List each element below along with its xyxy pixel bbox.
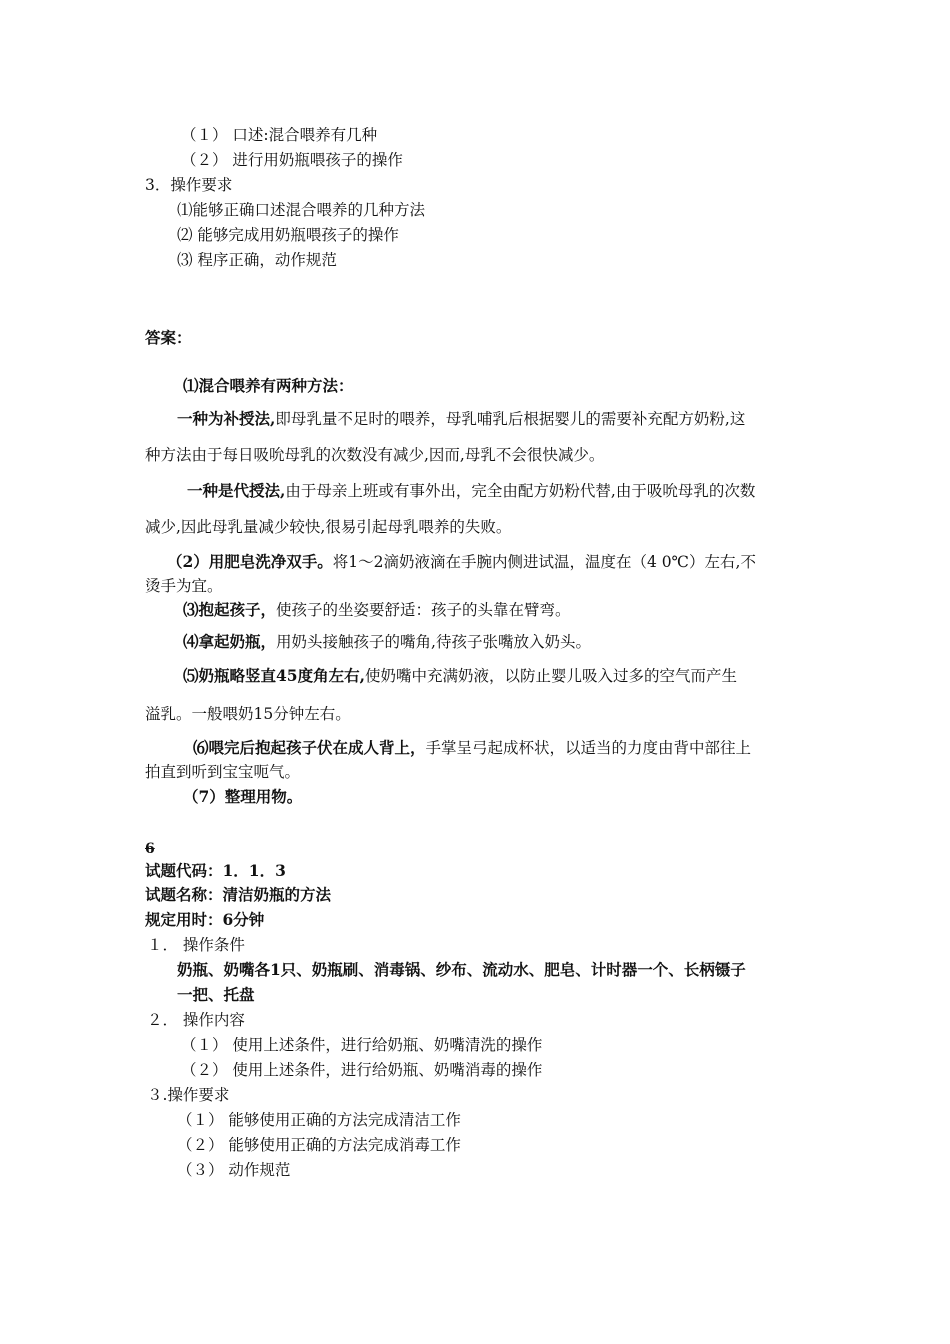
question-requirements-heading: ３.操作要求 bbox=[147, 1086, 230, 1104]
question-requirement-2: （２） 能够使用正确的方法完成消毒工作 bbox=[177, 1136, 461, 1154]
answer-step-4-title: ⑷拿起奶瓶， bbox=[183, 632, 277, 651]
operation-content-item-2: （２） 进行用奶瓶喂孩子的操作 bbox=[181, 151, 403, 169]
question-requirement-1: （１） 能够使用正确的方法完成清洁工作 bbox=[177, 1111, 461, 1129]
answer-step-6-line-2: 拍直到听到宝宝呃气。 bbox=[145, 763, 301, 781]
answer-step-6-text: 手掌呈弓起成杯状，以适当的力度由背中部往上 bbox=[425, 739, 752, 757]
content-item-1: （１） 使用上述条件，进行给奶瓶、奶嘴清洗的操作 bbox=[181, 1036, 543, 1054]
answer-step-1a-line-1 bbox=[177, 408, 745, 430]
answer-step-6-line-1 bbox=[193, 737, 751, 759]
content-item-2: （２） 使用上述条件，进行给奶瓶、奶嘴消毒的操作 bbox=[181, 1061, 543, 1079]
replacement-feeding-term: 一种是代授法, bbox=[187, 481, 286, 500]
answer-heading: 答案： bbox=[145, 328, 192, 347]
answer-step-3-title: ⑶抱起孩子， bbox=[183, 600, 277, 619]
requirements-heading: 3．操作要求 bbox=[145, 176, 233, 194]
answer-step-2-text: 将1～2滴奶液滴在手腕内侧进试温，温度在（4 0℃）左右,不 bbox=[332, 553, 756, 571]
replacement-feeding-text: 由于母亲上班或有事外出，完全由配方奶粉代替,由于吸吮母乳的次数 bbox=[285, 482, 756, 500]
question-code: 试题代码：1．1．3 bbox=[145, 861, 286, 880]
answer-step-5-title: ⑸奶瓶略竖直45度角左右, bbox=[183, 666, 365, 685]
answer-step-1b-line-2: 减少,因此母乳量减少较快,很易引起母乳喂养的失败。 bbox=[145, 518, 512, 536]
answer-step-2-title: （2）用肥皂洗净双手。 bbox=[167, 552, 333, 571]
requirement-3: ⑶ 程序正确，动作规范 bbox=[177, 251, 337, 269]
answer-step-3-text: 使孩子的坐姿要舒适：孩子的头靠在臂弯。 bbox=[276, 601, 571, 619]
question-requirement-3: （３） 动作规范 bbox=[177, 1161, 291, 1179]
question-time-limit: 规定用时：6分钟 bbox=[145, 910, 265, 929]
answer-step-5-line-1 bbox=[183, 665, 737, 687]
answer-step-1b-line-1 bbox=[187, 480, 755, 502]
operation-content-item-1: （１） 口述:混合喂养有几种 bbox=[181, 126, 378, 144]
answer-step-2-line-1 bbox=[167, 551, 756, 573]
question-name: 试题名称：清洁奶瓶的方法 bbox=[145, 885, 332, 904]
requirement-1: ⑴能够正确口述混合喂养的几种方法 bbox=[177, 201, 426, 219]
answer-step-4-text: 用奶头接触孩子的嘴角,待孩子张嘴放入奶头。 bbox=[276, 633, 591, 651]
answer-step-5-line-2: 溢乳。一般喂奶15分钟左右。 bbox=[145, 705, 351, 723]
answer-step-2-line-2: 烫手为宜。 bbox=[145, 577, 223, 595]
conditions-line-2: 一把、托盘 bbox=[177, 985, 255, 1004]
answer-step-1-title: ⑴混合喂养有两种方法： bbox=[183, 376, 354, 395]
question-number-marker: 6 bbox=[145, 841, 155, 857]
conditions-line-1: 奶瓶、奶嘴各1只、奶瓶刷、消毒锅、纱布、流动水、肥皂、计时器一个、长柄镊子 bbox=[177, 960, 746, 979]
supplementary-feeding-text: 即母乳量不足时的喂养，母乳哺乳后根据婴儿的需要补充配方奶粉,这 bbox=[275, 410, 746, 428]
answer-step-1a-line-2: 种方法由于每日吸吮母乳的次数没有减少,因而,母乳不会很快减少。 bbox=[145, 446, 605, 464]
content-heading: ２． 操作内容 bbox=[147, 1011, 245, 1029]
answer-step-4 bbox=[183, 631, 591, 653]
answer-step-6-title: ⑹喂完后抱起孩子伏在成人背上， bbox=[193, 738, 426, 757]
conditions-heading: １． 操作条件 bbox=[147, 936, 245, 954]
supplementary-feeding-term: 一种为补授法, bbox=[177, 409, 276, 428]
answer-step-7: （7）整理用物。 bbox=[183, 787, 303, 806]
answer-step-3 bbox=[183, 599, 571, 621]
requirement-2: ⑵ 能够完成用奶瓶喂孩子的操作 bbox=[177, 226, 399, 244]
answer-step-5-text: 使奶嘴中充满奶液，以防止婴儿吸入过多的空气而产生 bbox=[364, 667, 737, 685]
